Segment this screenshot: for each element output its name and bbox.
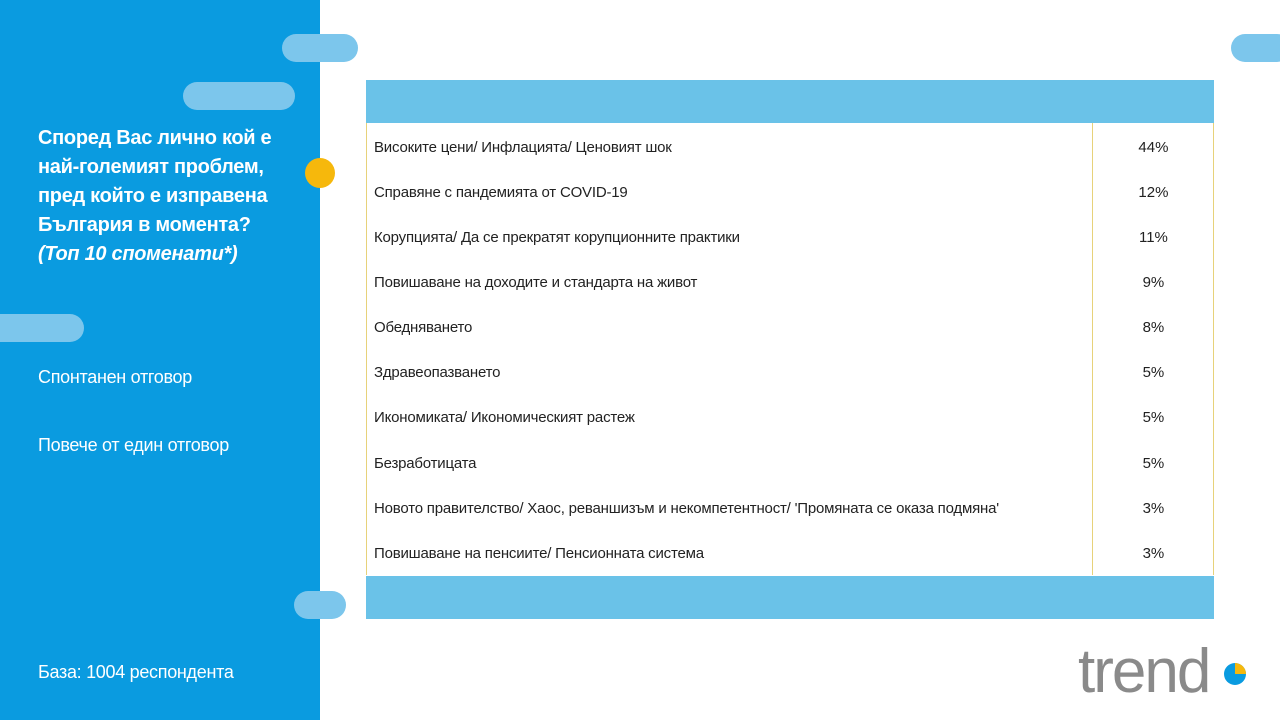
accent-dot — [305, 158, 335, 188]
row-value: 12% — [1138, 184, 1169, 201]
row-value: 3% — [1142, 545, 1165, 562]
question-text: Според Вас лично кой е най-голeмият проблем, пред който е изправена България в момента? — [38, 127, 272, 236]
table-row — [367, 125, 1213, 170]
row-label: Икономиката/ Икономическият растеж — [374, 409, 635, 426]
table-row — [367, 170, 1213, 215]
table-row — [367, 260, 1213, 305]
row-label: Безработицата — [374, 455, 477, 472]
table-footer-band — [366, 576, 1214, 619]
table-row — [367, 531, 1213, 576]
decorative-pill — [294, 591, 346, 619]
decorative-pill — [1231, 34, 1280, 62]
row-label: Здравеопазването — [374, 364, 501, 381]
table-header-band — [366, 80, 1214, 123]
row-value: 8% — [1142, 319, 1165, 336]
row-label: Справяне с пандемията от COVID-19 — [374, 184, 628, 201]
decorative-pill — [0, 314, 84, 342]
answer-type-label: Спонтанен отговор — [38, 367, 192, 387]
row-value: 11% — [1138, 229, 1168, 246]
logo-text: trend — [1078, 637, 1210, 700]
row-label: Новото правителство/ Хаос, реваншизъм и некомпетентност/ 'Промяната се оказа подмяна' — [374, 500, 999, 517]
question-note: (Топ 10 споменати*) — [38, 243, 238, 265]
table-row — [367, 215, 1213, 260]
decorative-pill — [183, 82, 295, 110]
base-label: База: 1004 респондента — [38, 662, 234, 682]
table-row — [367, 486, 1213, 531]
table-row — [367, 305, 1213, 350]
row-value: 5% — [1142, 364, 1165, 381]
multi-answer-label: Повече от един отговор — [38, 435, 229, 455]
row-label: Обедняването — [374, 319, 473, 336]
row-label: Високите цени/ Инфлацията/ Ценовият шок — [374, 139, 672, 156]
table-row — [367, 395, 1213, 440]
table-row — [367, 350, 1213, 395]
row-value: 5% — [1142, 409, 1165, 426]
logo-accent-icon — [1224, 663, 1246, 685]
row-value: 9% — [1142, 274, 1165, 291]
row-label: Корупцията/ Да се прекратят корупционните практики — [374, 229, 740, 246]
table-row — [367, 441, 1213, 486]
trend-logo — [1076, 636, 1256, 700]
row-value: 3% — [1142, 500, 1165, 517]
row-value: 5% — [1142, 455, 1165, 472]
question-title — [38, 124, 308, 269]
row-value: 44% — [1138, 139, 1169, 156]
row-label: Повишаване на доходите и стандарта на живот — [374, 274, 698, 291]
results-table — [366, 123, 1214, 575]
decorative-pill — [282, 34, 358, 62]
row-label: Повишаване на пенсиите/ Пенсионната система — [374, 545, 704, 562]
